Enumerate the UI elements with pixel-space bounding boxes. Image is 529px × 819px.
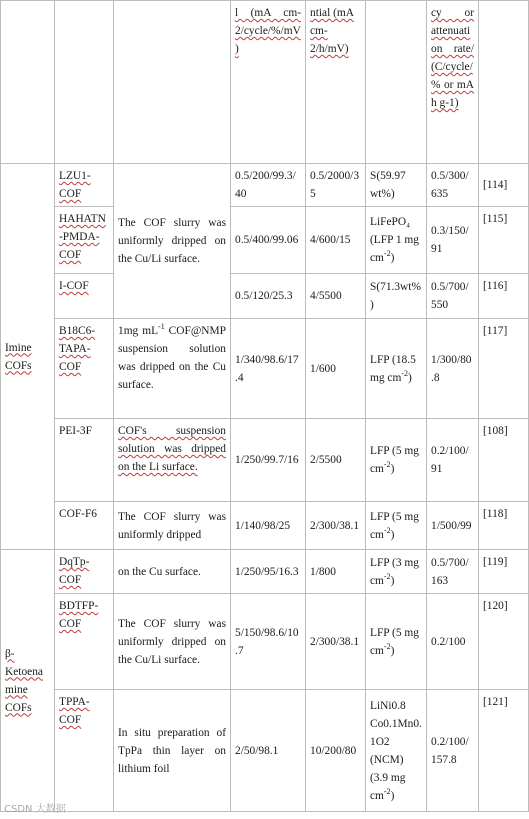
table-row <box>1 594 529 690</box>
cell-c6 <box>366 419 427 502</box>
cell-c7: 0.3/150/91 <box>427 207 479 274</box>
method-cell <box>114 419 231 502</box>
c6-text-end: ) <box>390 574 395 587</box>
c6-text-end: ) <box>390 644 395 657</box>
cof-name <box>55 319 114 419</box>
c6-sup: -2 <box>383 786 391 796</box>
table-row <box>1 419 529 502</box>
cell-ref: [114] <box>479 164 529 207</box>
group-imine <box>1 164 55 550</box>
cell-c5: 0.5/2000/35 <box>306 164 366 207</box>
cell-c6: S(59.97 wt%) <box>366 164 427 207</box>
c6-sup: -2 <box>383 571 391 581</box>
method-text-end: COF@NMP suspension solution was dripped on the Cu surface. <box>118 325 226 391</box>
header-col7 <box>427 1 479 164</box>
cell-c4: 1/140/98/25 <box>231 502 306 550</box>
cell-c4: 2/50/98.1 <box>231 690 306 812</box>
header-col2 <box>55 1 114 164</box>
cell-ref: [119] <box>479 550 529 594</box>
table-row <box>1 502 529 550</box>
header-col7-text: cy or attenuation rate/ (C/cycle/% or mA h g-1) <box>431 7 474 109</box>
cell-c7: 0.5/700/550 <box>427 274 479 319</box>
cof-name-text: HAHATN-PMDA-COF <box>59 213 106 261</box>
cof-name <box>55 550 114 594</box>
c6-text: LiNi0.8 Co0.1Mn0.1O2 (NCM) (3.9 mg cm <box>370 699 422 802</box>
group-beta <box>1 550 55 812</box>
cell-c6 <box>366 690 427 812</box>
cell-ref: [116] <box>479 274 529 319</box>
table-row <box>1 319 529 419</box>
c6-text: LiFePO₄ (LFP 1 mg cm <box>370 216 419 264</box>
header-col5 <box>306 1 366 164</box>
method-cell: The COF slurry was uniformly dripped on the Cu/Li surface. <box>114 164 231 319</box>
c6-text: LFP (3 mg cm <box>370 556 419 587</box>
header-col6 <box>366 1 427 164</box>
c6-text-end: ) <box>390 252 395 264</box>
cof-name-text: TPPA-COF <box>59 696 90 726</box>
cof-name-text: DqTp-COF <box>59 556 90 586</box>
header-col1 <box>1 1 55 164</box>
cell-ref: [118] <box>479 502 529 550</box>
header-col3 <box>114 1 231 164</box>
cell-c4: 0.5/400/99.06 <box>231 207 306 274</box>
c6-text: LFP (5 mg cm <box>370 626 419 657</box>
cell-c5: 10/200/80 <box>306 690 366 812</box>
c6-sup: -2 <box>383 249 391 259</box>
cell-c6 <box>366 207 427 274</box>
c6-sup: -2 <box>383 525 391 535</box>
method-text: COF's suspension solution was dripped on the Li surface. <box>118 425 226 473</box>
cell-c6 <box>366 550 427 594</box>
cell-ref: [121] <box>479 690 529 812</box>
cell-c6: S(71.3wt%) <box>366 274 427 319</box>
cell-c7: 0.2/100/91 <box>427 419 479 502</box>
header-col4-text: l (mA cm-2/cycle/%/mV) <box>235 7 301 55</box>
cell-c7: 0.2/100 <box>427 594 479 690</box>
cell-ref: [120] <box>479 594 529 690</box>
header-col5-text: ntial (mA cm-2/h/mV) <box>310 7 354 55</box>
c6-sup: -2 <box>383 460 391 470</box>
cof-name-text: BDTFP-COF <box>59 600 99 630</box>
c6-sup: -2 <box>401 368 408 378</box>
cell-ref: [108] <box>479 419 529 502</box>
cell-ref: [115] <box>479 207 529 274</box>
c6-text-end: ) <box>390 463 395 475</box>
c6-text-end: ) <box>390 528 395 541</box>
cof-name <box>55 502 114 550</box>
method-cell: The COF slurry was uniformly dripped <box>114 502 231 550</box>
cof-name <box>55 207 114 274</box>
table-row <box>1 164 529 207</box>
cell-c4: 0.5/120/25.3 <box>231 274 306 319</box>
header-col4 <box>231 1 306 164</box>
group-imine-label: Imine COFs <box>5 341 32 372</box>
cof-name <box>55 274 114 319</box>
cell-c7: 1/300/80.8 <box>427 319 479 419</box>
cell-c4: 5/150/98.6/10.7 <box>231 594 306 690</box>
cell-c5: 2/300/38.1 <box>306 502 366 550</box>
table-row <box>1 690 529 812</box>
method-cell: In situ preparation of TpPa thin layer on lithium foil <box>114 690 231 812</box>
cell-c6 <box>366 594 427 690</box>
c6-text: LFP (18.5 mg cm <box>370 353 416 384</box>
cell-c5: 4/5500 <box>306 274 366 319</box>
table-row <box>1 550 529 594</box>
cell-c4: 1/250/95/16.3 <box>231 550 306 594</box>
cof-name-text: B18C6-TAPA-COF <box>59 325 96 373</box>
method-cell: on the Cu surface. <box>114 550 231 594</box>
cof-name-text: LZU1-COF <box>59 170 91 200</box>
cell-c4: 1/340/98.6/17.4 <box>231 319 306 419</box>
cof-name <box>55 419 114 502</box>
cell-c5: 2/300/38.1 <box>306 594 366 690</box>
cell-c4: 1/250/99.7/16 <box>231 419 306 502</box>
table-row <box>1 207 529 274</box>
cell-ref: [117] <box>479 319 529 419</box>
method-cell: The COF slurry was uniformly dripped on the Cu/Li surface. <box>114 594 231 690</box>
c6-text-end: ) <box>408 371 412 384</box>
cof-name <box>55 594 114 690</box>
cell-c7: 0.5/300/635 <box>427 164 479 207</box>
cell-c7: 0.2/100/157.8 <box>427 690 479 812</box>
c6-sup: -2 <box>383 641 391 651</box>
header-col8 <box>479 1 529 164</box>
cell-c5: 1/600 <box>306 319 366 419</box>
cell-c6 <box>366 502 427 550</box>
c6-text-end: ) <box>390 789 395 802</box>
cell-c7: 1/500/99 <box>427 502 479 550</box>
cof-name-text: COF-F6 <box>59 508 97 520</box>
cell-c7: 0.5/700/163 <box>427 550 479 594</box>
cell-c6 <box>366 319 427 419</box>
cell-c5: 4/600/15 <box>306 207 366 274</box>
method-text: 1mg mL <box>118 325 159 337</box>
cof-name <box>55 164 114 207</box>
table-row <box>1 274 529 319</box>
watermark: CSDN 大数据 <box>4 804 66 815</box>
method-sup: -1 <box>158 322 165 332</box>
cell-c5: 2/5500 <box>306 419 366 502</box>
c6-text: LFP (5 mg cm <box>370 445 419 475</box>
c6-text: LFP (5 mg cm <box>370 510 419 541</box>
cell-c4: 0.5/200/99.3/40 <box>231 164 306 207</box>
cell-c5: 1/800 <box>306 550 366 594</box>
method-cell <box>114 319 231 419</box>
group-beta-label: β-Ketoenamine COFs <box>5 647 43 714</box>
cof-name <box>55 690 114 812</box>
cof-name-text: PEI-3F <box>59 425 92 437</box>
cof-name-text: I-COF <box>59 280 89 292</box>
header-row <box>1 1 529 164</box>
